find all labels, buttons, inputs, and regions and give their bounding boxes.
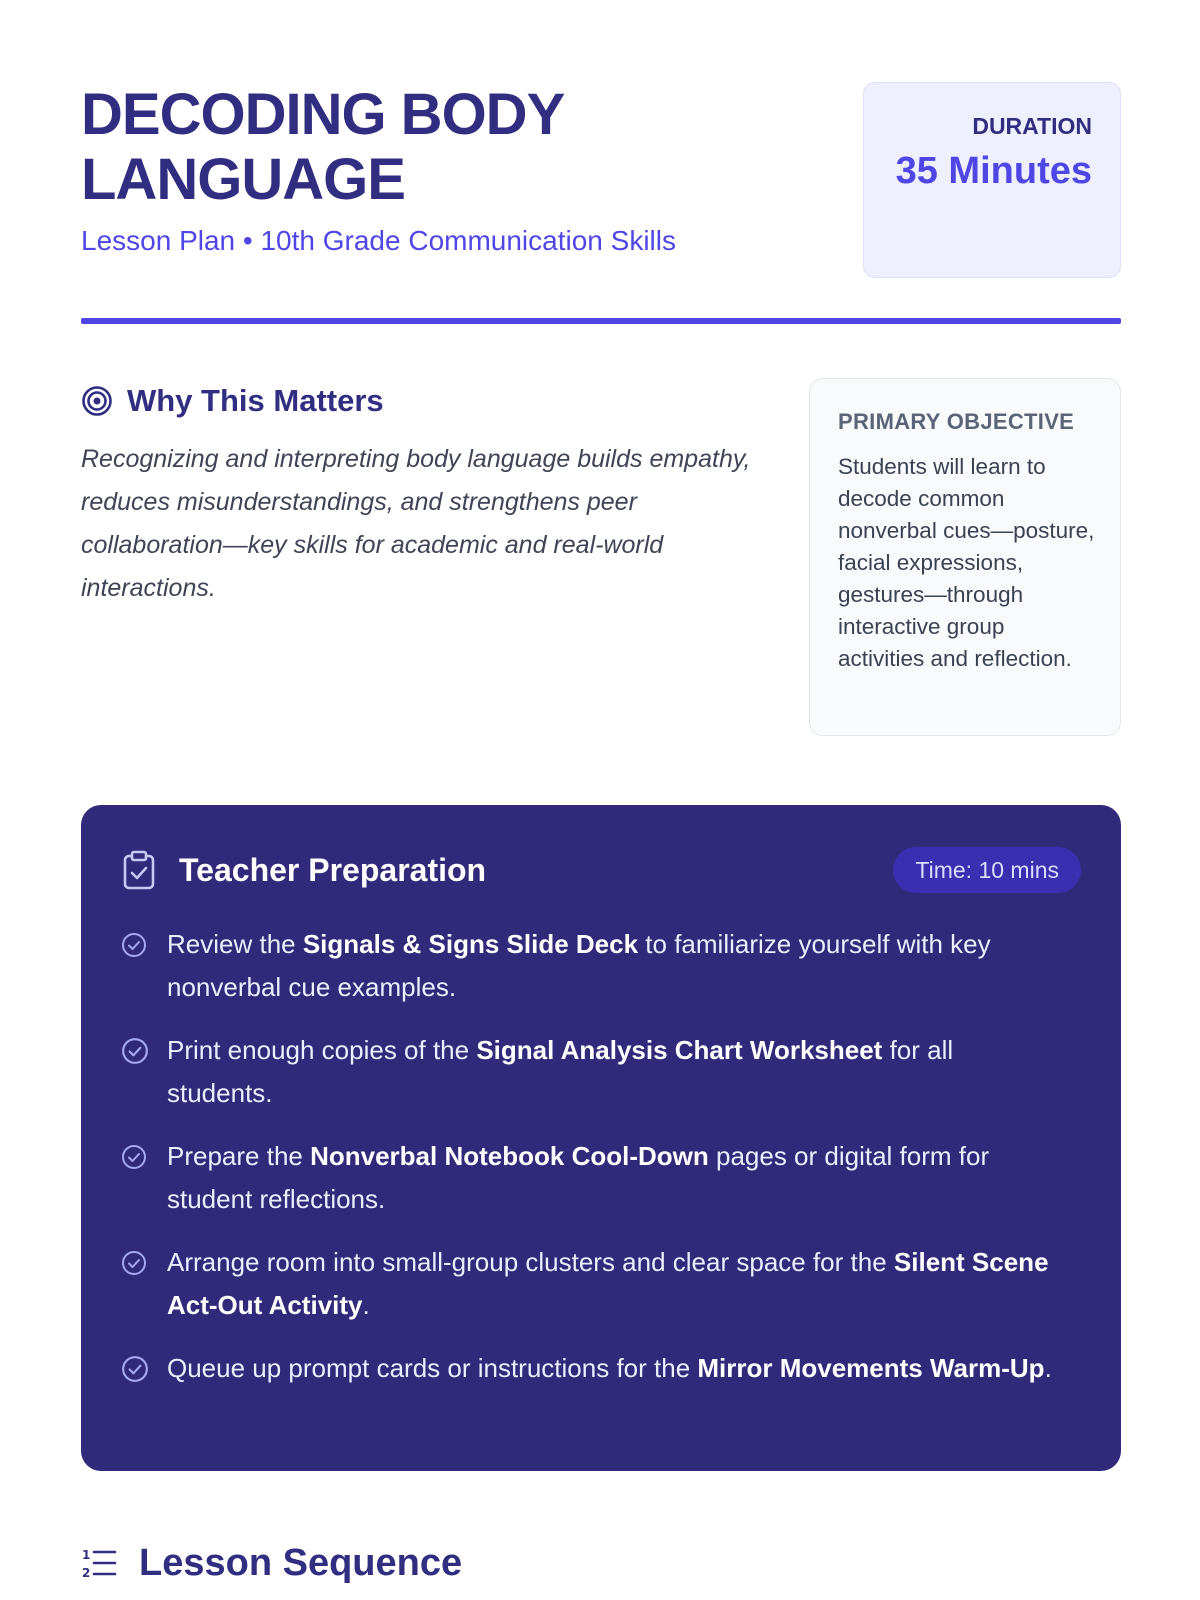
why-section (81, 380, 761, 610)
prep-item-text: Queue up prompt cards or instructions for the Mirror Movements Warm-Up. (167, 1353, 1052, 1383)
check-circle-icon (121, 923, 167, 966)
lesson-sequence-title: Lesson Sequence (139, 1541, 463, 1584)
lesson-sequence-heading (81, 1538, 462, 1588)
page-subtitle: Lesson Plan • 10th Grade Communication Skills (81, 225, 676, 256)
target-icon (81, 385, 113, 417)
prep-item-text: Review the Signals & Signs Slide Deck to familiarize yourself with key nonverbal cue examples. (167, 929, 991, 1002)
why-text: Recognizing and interpreting body language builds empathy, reduces misunderstandings, and strengthens peer collaboration—key skills for academic and real-world interactions. (81, 445, 751, 602)
prep-item-text: Arrange room into small-group clusters and clear space for the Silent Scene Act-Out Activity. (167, 1247, 1049, 1320)
teacher-preparation-card (81, 805, 1121, 1471)
clipboard-check-icon (121, 850, 157, 890)
check-circle-icon (121, 1029, 167, 1072)
header-divider (81, 318, 1121, 324)
list-item (121, 923, 1081, 1009)
prep-list (121, 923, 1081, 1390)
duration-label: DURATION (972, 113, 1092, 139)
svg-text:1: 1 (82, 1548, 91, 1562)
page-title: DECODING BODY LANGUAGE (81, 82, 564, 212)
objective-label: PRIMARY OBJECTIVE (838, 409, 1075, 434)
duration-value: 35 Minutes (895, 150, 1092, 192)
header (81, 82, 1121, 282)
objective-card (809, 378, 1121, 736)
prep-heading (121, 845, 1081, 895)
prep-item-text: Prepare the Nonverbal Notebook Cool-Down pages or digital form for student reflections. (167, 1141, 990, 1214)
check-circle-icon (121, 1241, 167, 1284)
check-circle-icon (121, 1347, 167, 1390)
numbered-list-icon (81, 1545, 117, 1581)
svg-text:2: 2 (82, 1566, 91, 1580)
list-item (121, 1241, 1081, 1327)
duration-card (863, 82, 1121, 278)
why-title: Why This Matters (127, 383, 384, 418)
prep-time-badge: Time: 10 mins (893, 847, 1081, 893)
check-circle-icon (121, 1135, 167, 1178)
objective-text: Students will learn to decode common nonverbal cues—posture, facial expressions, gestures—through interactive group activities and reflection. (838, 454, 1095, 671)
prep-title: Teacher Preparation (179, 851, 487, 888)
prep-item-text: Print enough copies of the Signal Analysis Chart Worksheet for all students. (167, 1035, 954, 1108)
list-item (121, 1135, 1081, 1221)
list-item (121, 1029, 1081, 1115)
list-item (121, 1347, 1081, 1390)
why-heading (81, 380, 761, 422)
